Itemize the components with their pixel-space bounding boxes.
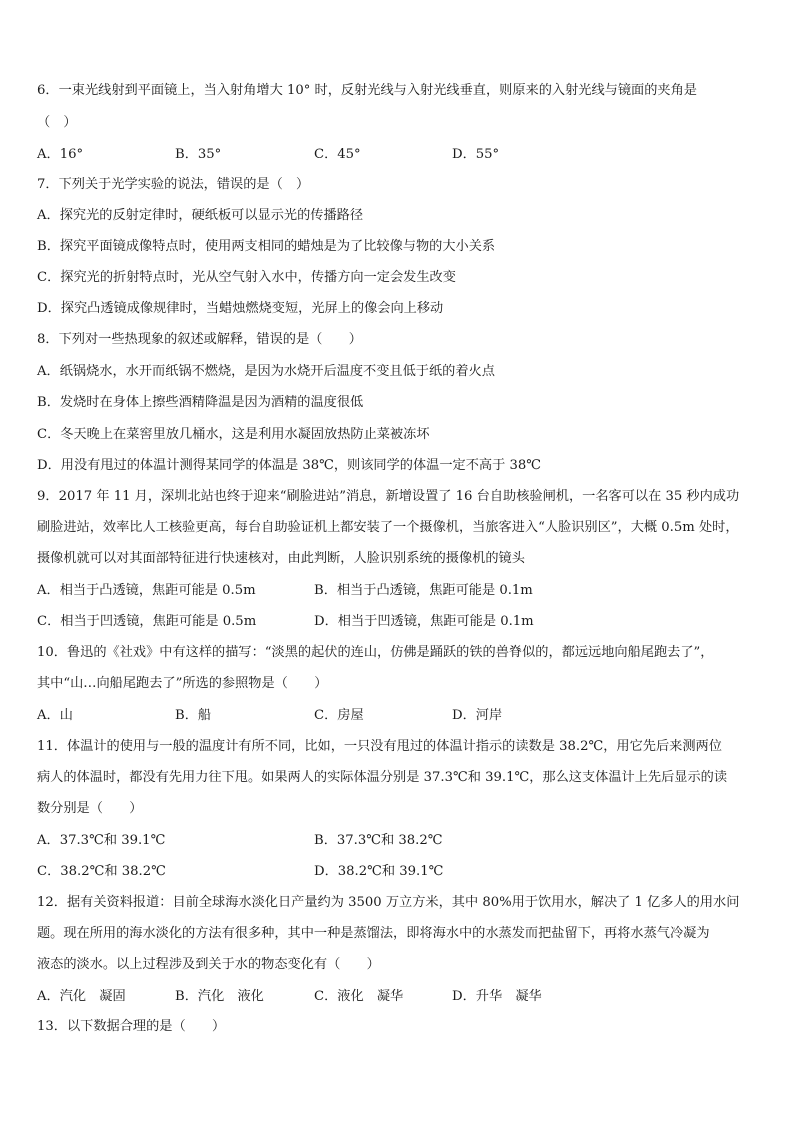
q6-stem-line1: 6．一束光线射到平面镜上，当入射角增大 10° 时，反射光线与入射光线垂直，则原来的入射光线与镜面的夹角是: [37, 83, 697, 98]
q7-option-d: D．探究凸透镜成像规律时，当蜡烛燃烧变短，光屏上的像会向上移动: [37, 301, 444, 316]
q6-option-b: B．35°: [175, 147, 222, 162]
q7-option-c: C．探究光的折射特点时，光从空气射入水中，传播方向一定会发生改变: [37, 270, 456, 285]
q10-stem-line1: 10．鲁迅的《社戏》中有这样的描写：“淡黑的起伏的连山，仿佛是踊跃的铁的兽脊似的，都远远地向船尾跑去了”，: [37, 645, 714, 660]
q9-option-b: B．相当于凸透镜，焦距可能是 0.1m: [314, 583, 533, 598]
q7-stem: 7．下列关于光学实验的说法，错误的是（ ）: [37, 177, 310, 192]
q11-stem-line2: 病人的体温时，都没有先用力往下甩。如果两人的实际体温分别是 37.3℃和 39.1℃，那么这支体温计上先后显示的读: [37, 770, 728, 785]
q11-option-a: A．37.3℃和 39.1℃: [37, 833, 166, 848]
q9-stem-line2: 刷脸进站，效率比人工核验更高，每台自助验证机上都安装了一个摄像机，当旅客进入“人脸识别区”，大概 0.5m 处时，: [37, 520, 739, 535]
q8-stem: 8．下列对一些热现象的叙述或解释，错误的是（ ）: [37, 332, 362, 347]
q11-option-d: D．38.2℃和 39.1℃: [314, 864, 444, 879]
q6-option-d: D．55°: [452, 147, 500, 162]
q12-option-b: B．汽化 液化: [175, 989, 264, 1004]
q8-option-b: B．发烧时在身体上擦些酒精降温是因为酒精的温度很低: [37, 395, 364, 410]
q13-stem: 13．以下数据合理的是（ ）: [37, 1019, 226, 1034]
q11-option-b: B．37.3℃和 38.2℃: [314, 833, 443, 848]
q10-option-c: C．房屋: [314, 708, 364, 723]
q9-option-d: D．相当于凹透镜，焦距可能是 0.1m: [314, 614, 534, 629]
q9-option-c: C．相当于凹透镜，焦距可能是 0.5m: [37, 614, 257, 629]
q9-option-a: A．相当于凸透镜，焦距可能是 0.5m: [37, 583, 256, 598]
q12-option-c: C．液化 凝华: [314, 989, 404, 1004]
q11-stem-line1: 11．体温计的使用与一般的温度计有所不同，比如，一只没有甩过的体温计指示的读数是 38.2℃，用它先后来测两位: [37, 739, 722, 754]
q10-stem-line2: 其中“山…向船尾跑去了”所选的参照物是（ ）: [37, 676, 328, 691]
q12-stem-line2: 题。现在所用的海水淡化的方法有很多种，其中一种是蒸馏法，即将海水中的水蒸发而把盐留下，再将水蒸气冷凝为: [37, 926, 710, 941]
q12-option-a: A．汽化 凝固: [37, 989, 126, 1004]
q6-option-c: C．45°: [314, 147, 361, 162]
q10-option-a: A．山: [37, 708, 73, 723]
q11-stem-line3: 数分别是（ ）: [37, 801, 143, 816]
q6-option-a: A．16°: [37, 147, 84, 162]
q8-option-c: C．冬天晚上在菜窖里放几桶水，这是利用水凝固放热防止菜被冻坏: [37, 427, 430, 442]
q12-stem-line3: 液态的淡水。以上过程涉及到关于水的物态变化有（ ）: [37, 957, 380, 972]
q12-stem-line1: 12．据有关资料报道：目前全球海水淡化日产量约为 3500 万立方米，其中 80%用于饮用水，解决了 1 亿多人的用水问: [37, 895, 740, 910]
q9-stem-line1: 9．2017 年 11 月，深圳北站也终于迎来“刷脸进站”消息，新增设置了 16 台自助核验闸机，一名客可以在 35 秒内成功: [37, 489, 740, 504]
q12-option-d: D．升华 凝华: [452, 989, 542, 1004]
q6-stem-line2: （ ）: [37, 115, 77, 130]
q7-option-b: B．探究平面镜成像特点时，使用两支相同的蜡烛是为了比较像与物的大小关系: [37, 239, 496, 254]
q8-option-a: A．纸锅烧水，水开而纸锅不燃烧，是因为水烧开后温度不变且低于纸的着火点: [37, 364, 495, 379]
q8-option-d: D．用没有甩过的体温计测得某同学的体温是 38℃，则该同学的体温一定不高于 38℃: [37, 458, 542, 473]
q7-option-a: A．探究光的反射定律时，硬纸板可以显示光的传播路径: [37, 208, 364, 223]
q10-option-d: D．河岸: [452, 708, 503, 723]
q10-option-b: B．船: [175, 708, 212, 723]
q9-stem-line3: 摄像机就可以对其面部特征进行快速核对，由此判断，人脸识别系统的摄像机的镜头: [37, 551, 525, 566]
q11-option-c: C．38.2℃和 38.2℃: [37, 864, 166, 879]
